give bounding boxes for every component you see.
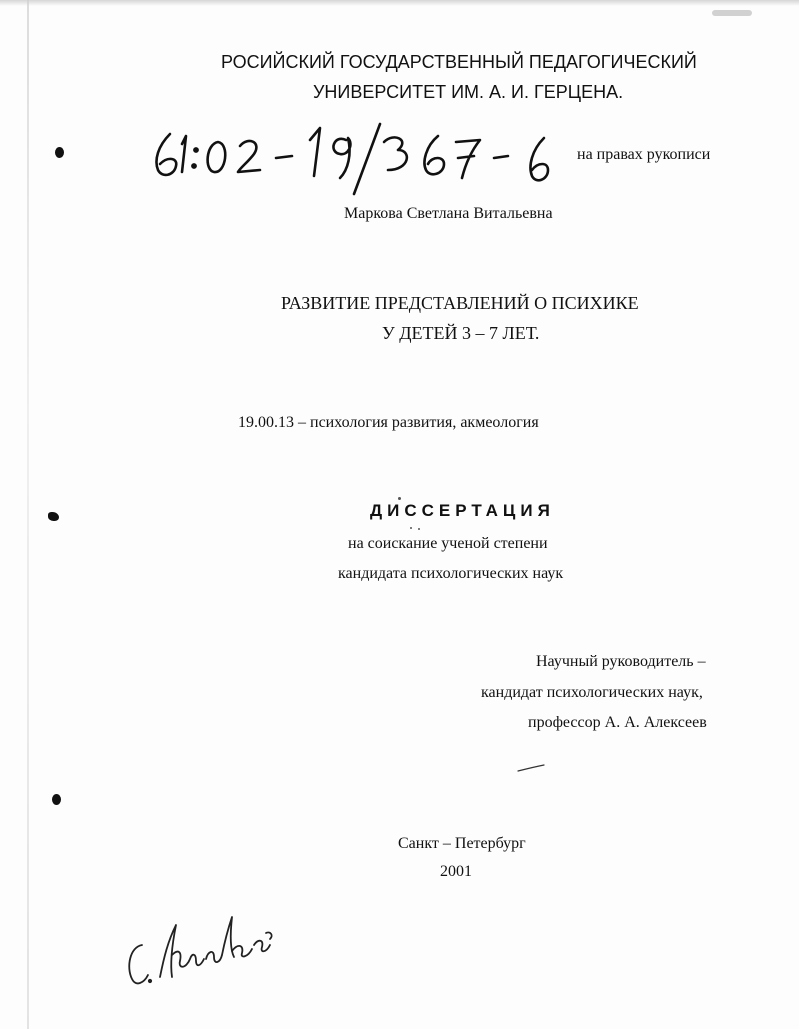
scan-speck bbox=[410, 527, 412, 529]
university-line-2: УНИВЕРСИТЕТ ИМ. А. И. ГЕРЦЕНА. bbox=[313, 82, 624, 102]
city: Санкт – Петербург bbox=[398, 835, 526, 852]
document-type-label: ДИССЕРТАЦИЯ bbox=[370, 501, 555, 520]
title-line-1: РАЗВИТИЕ ПРЕДСТАВЛЕНИЙ О ПСИХИКЕ bbox=[281, 293, 639, 313]
punch-hole-mark bbox=[55, 147, 64, 158]
university-line-1: РОСИЙСКИЙ ГОСУДАРСТВЕННЫЙ ПЕДАГОГИЧЕСКИЙ bbox=[221, 52, 697, 72]
author-name: Маркова Светлана Витальевна bbox=[344, 205, 553, 222]
degree-line-1: на соискание ученой степени bbox=[348, 535, 548, 552]
advisor-line-1: Научный руководитель – bbox=[536, 653, 706, 670]
title-line-2: У ДЕТЕЙ 3 – 7 ЛЕТ. bbox=[382, 323, 540, 343]
pen-stroke-mark bbox=[516, 763, 546, 773]
punch-hole-mark bbox=[52, 794, 61, 805]
rights-label: на правах рукописи bbox=[577, 146, 711, 163]
scan-corner-mark bbox=[712, 10, 752, 16]
scan-speck bbox=[418, 528, 420, 530]
year: 2001 bbox=[440, 863, 472, 880]
handwritten-registration-number bbox=[148, 120, 568, 200]
binding-line bbox=[27, 0, 29, 1029]
degree-line-2: кандидата психологических наук bbox=[338, 565, 564, 582]
handwritten-signature bbox=[120, 905, 280, 995]
advisor-line-2: кандидат психологических наук, bbox=[481, 684, 703, 701]
scan-speck bbox=[398, 497, 401, 500]
advisor-line-3: профессор А. А. Алексеев bbox=[528, 714, 707, 731]
specialty-code: 19.00.13 – психология развития, акмеология bbox=[238, 414, 539, 431]
scan-top-edge bbox=[0, 0, 799, 6]
punch-hole-mark bbox=[48, 512, 59, 521]
